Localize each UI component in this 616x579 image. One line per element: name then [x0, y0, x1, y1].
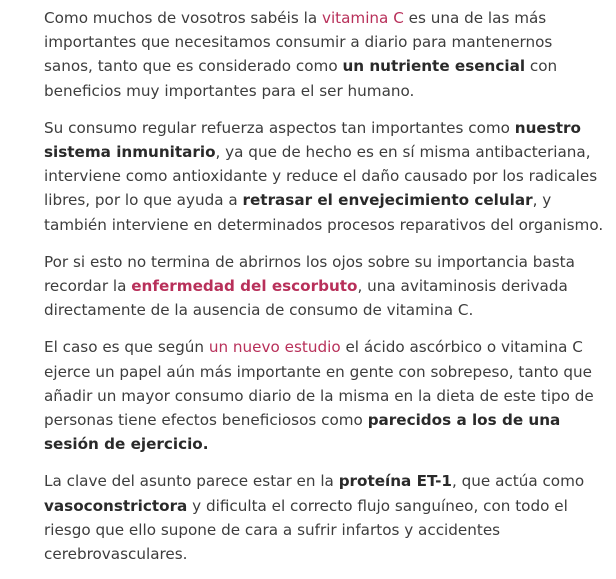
paragraph-text: el ácido ascórbico o vitamina C ejerce un papel aún más importante en gente con sobrepeso, tanto que añadir un mayor consumo diario de la misma en la dieta de este tipo de personas tiene efectos beneficiosos como	[44, 338, 594, 430]
paragraph-text: Como muchos de vosotros sabéis la	[44, 9, 322, 27]
article-paragraph	[44, 6, 604, 103]
article-body	[44, 6, 604, 579]
article-paragraph	[44, 116, 604, 237]
paragraph-text: con beneficios muy importantes para el ser humano.	[44, 57, 558, 100]
paragraph-text: El caso es que según	[44, 338, 209, 357]
bold-text: retrasar el envejecimiento celular	[242, 191, 533, 210]
article-paragraph	[44, 250, 604, 323]
bold-text: nuestro sistema inmunitario	[44, 118, 581, 162]
paragraph-text: Por si esto no termina de abrirnos los ojos sobre su importancia basta recordar la	[44, 252, 575, 296]
paragraph-text: , que actúa como	[451, 472, 585, 491]
article-paragraph	[44, 335, 604, 456]
paragraph-text: , y también interviene en determinados procesos reparativos del organismo.	[44, 191, 604, 234]
paragraph-text: , una avitaminosis derivada directamente de la ausencia de consumo de vitamina C.	[44, 277, 568, 320]
inline-link[interactable]: vitamina C	[321, 9, 404, 27]
bold-text: proteína ET-1	[338, 472, 452, 491]
inline-link[interactable]: un nuevo estudio	[208, 338, 341, 357]
paragraph-text: La clave del asunto parece estar en la	[44, 472, 339, 491]
paragraph-text: Su consumo regular refuerza aspectos tan importantes como	[44, 118, 515, 137]
bold-text: vasoconstrictora	[44, 496, 188, 515]
paragraph-text: y dificulta el correcto flujo sanguíneo, con todo el riesgo que ello supone de cara a sufrir infartos y accidentes cerebrovasculares.	[44, 496, 568, 564]
bold-text: un nutriente esencial	[342, 57, 526, 76]
inline-link[interactable]: enfermedad del escorbuto	[131, 277, 358, 296]
article-paragraph	[44, 469, 604, 566]
bold-text: parecidos a los de una sesión de ejercicio.	[44, 411, 561, 454]
paragraph-text: , ya que de hecho es en sí misma antibacteriana, interviene como antioxidante y reduce el daño causado por los radicales libres, por lo que ayuda a	[44, 143, 598, 210]
paragraph-text: es una de las más importantes que necesitamos consumir a diario para mantenernos sanos, tanto que es considerado como	[44, 9, 553, 76]
